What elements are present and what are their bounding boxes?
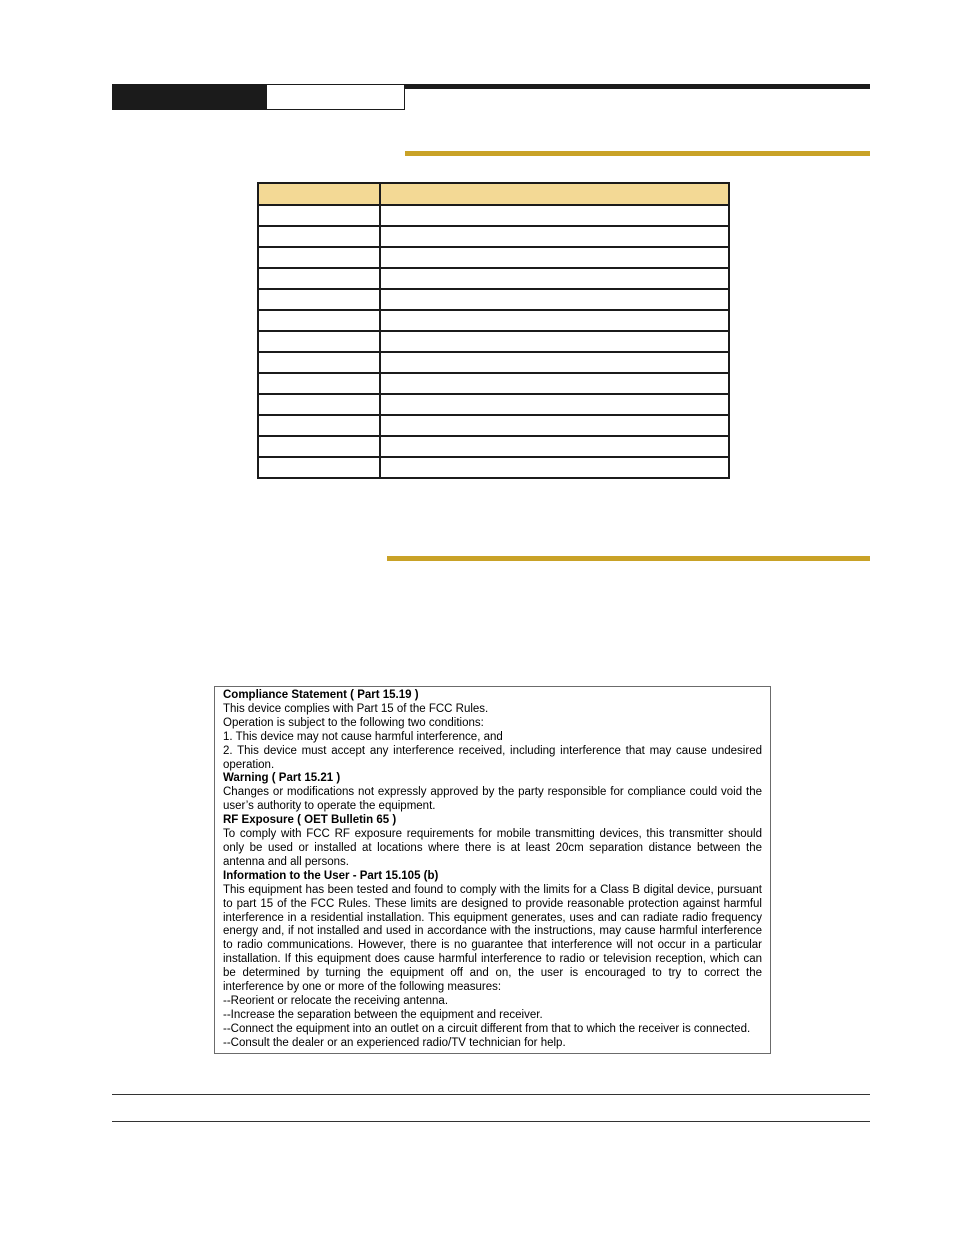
- header-tab-dark: [112, 84, 267, 110]
- spec-table: [257, 182, 730, 479]
- table-cell: [380, 373, 729, 394]
- compliance-line: 1. This device may not cause harmful interference, and: [223, 730, 503, 743]
- measure-item: --Connect the equipment into an outlet on a circuit different from that to which the receiver is connected.: [223, 1022, 751, 1035]
- table-row: [258, 226, 729, 247]
- section-rule-bottom: [387, 556, 870, 561]
- table-cell: [380, 331, 729, 352]
- table-cell: [258, 415, 380, 436]
- table-cell: [258, 373, 380, 394]
- table-row: [258, 457, 729, 478]
- table-body: [258, 205, 729, 478]
- table-cell: [258, 352, 380, 373]
- measure-item: --Consult the dealer or an experienced radio/TV technician for help.: [223, 1036, 566, 1049]
- table-cell: [258, 268, 380, 289]
- table-cell: [258, 457, 380, 478]
- header-rule: [404, 84, 870, 89]
- table-row: [258, 310, 729, 331]
- rf-exposure-text: To comply with FCC RF exposure requirements for mobile transmitting devices, this transmitter should only be used or installed at locations where there is at least 20cm separation distance between the antenna and all persons.: [223, 828, 762, 868]
- table-cell: [380, 394, 729, 415]
- compliance-heading: Compliance Statement ( Part 15.19 ): [223, 689, 419, 701]
- footer-rule-top: [112, 1094, 870, 1095]
- table-cell: [380, 310, 729, 331]
- compliance-line: Operation is subject to the following two conditions:: [223, 716, 484, 729]
- rf-exposure-heading: RF Exposure ( OET Bulletin 65 ): [223, 814, 397, 827]
- table-row: [258, 268, 729, 289]
- table-cell: [258, 331, 380, 352]
- table-header-row: [258, 183, 729, 205]
- warning-heading: Warning ( Part 15.21 ): [223, 772, 341, 785]
- table-cell: [380, 289, 729, 310]
- table-row: [258, 436, 729, 457]
- header-tab-light: [267, 84, 405, 110]
- table-cell: [380, 205, 729, 226]
- table-cell: [258, 247, 380, 268]
- table-cell: [380, 226, 729, 247]
- table-cell: [380, 415, 729, 436]
- table-cell: [258, 226, 380, 247]
- table-row: [258, 415, 729, 436]
- section-rule-top: [405, 151, 870, 156]
- table-row: [258, 331, 729, 352]
- table-cell: [380, 352, 729, 373]
- table-row: [258, 205, 729, 226]
- table-cell: [380, 247, 729, 268]
- warning-text: Changes or modifications not expressly approved by the party responsible for compliance could void the user’s authority to operate the equipment.: [223, 786, 762, 813]
- table-cell: [258, 310, 380, 331]
- table-header-cell: [380, 183, 729, 205]
- measure-item: --Increase the separation between the equipment and receiver.: [223, 1008, 543, 1021]
- table-cell: [258, 436, 380, 457]
- table-cell: [380, 457, 729, 478]
- table-row: [258, 247, 729, 268]
- table-header-cell: [258, 183, 380, 205]
- compliance-line: This device complies with Part 15 of the FCC Rules.: [223, 702, 489, 715]
- table-cell: [258, 205, 380, 226]
- measure-item: --Reorient or relocate the receiving antenna.: [223, 994, 449, 1007]
- table-cell: [380, 436, 729, 457]
- table-row: [258, 394, 729, 415]
- footer-rule-bottom: [112, 1121, 870, 1122]
- table-cell: [258, 289, 380, 310]
- table-cell: [258, 394, 380, 415]
- table-row: [258, 352, 729, 373]
- user-info-heading: Information to the User - Part 15.105 (b): [223, 869, 439, 882]
- table-row: [258, 373, 729, 394]
- table-row: [258, 289, 729, 310]
- compliance-line: 2. This device must accept any interference received, including interference that may cause undesired operation.: [223, 744, 762, 771]
- user-info-text: This equipment has been tested and found to comply with the limits for a Class B digital device, pursuant to part 15 of the FCC Rules. These limits are designed to provide reasonable protection against harmful interference in a residential installation. This equipment generates, uses and can radiate radio frequency energy and, if not installed and used in accordance with the instructions, may cause harmful interference to radio communications. However, there is no guarantee that interference will not occur in a particular installation. If this equipment does cause harmful interference to radio or television reception, which can be determined by turning the equipment off and on, the user is encouraged to try to correct the interference by one or more of the following measures:: [223, 883, 762, 994]
- table-cell: [380, 268, 729, 289]
- fcc-statement-box: [214, 686, 771, 1054]
